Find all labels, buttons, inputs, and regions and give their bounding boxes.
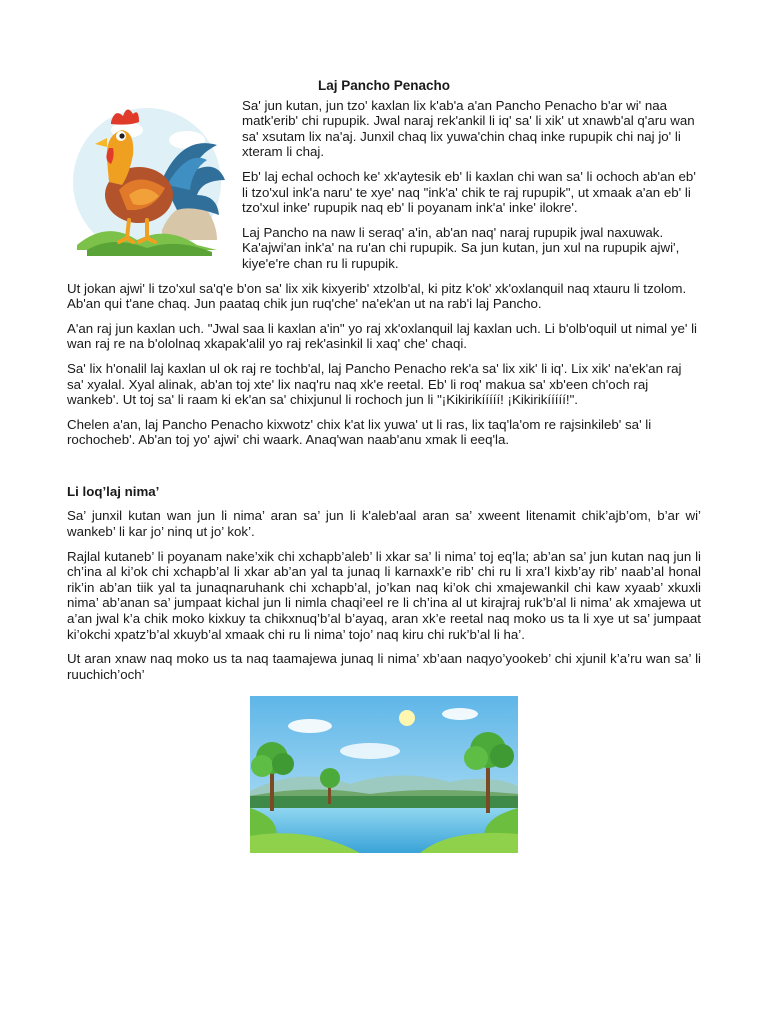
lake-illustration-container (67, 696, 701, 857)
story1-paragraph: Sa' jun kutan, jun tzo' kaxlan lix k'ab'a a'an Pancho Penacho b'ar wi' naa matk'erib' chi rupupik. Jwal naraj rek'ankil li iq' sa' li xik' ut xnawb'al q'aru wan sa' xsutam lix na'aj. Junxil chaq lix yuwa'chin chaq inke rupupik chi naj jo' li xteram li chaj. (242, 97, 695, 160)
story1-paragraph: Eb' laj echal ochoch ke' xk'aytesik eb' li kaxlan chi wan sa' li ochoch ab'an eb' li tzo'xul ink'a naru' te xye' naq "ink'a' chik te raj rupupik", ut xmaak a'an eb' li tzo'xul inke' rupupik naq eb' li poyanam ink'a' inke' ilokre'. (242, 168, 696, 216)
story1-paragraph: Ut jokan ajwi' li tzo'xul sa'q'e b'on sa' lix xik kixyerib' xtzolb'al, ki pitz k'ok' xk'oxlanquil naq xtauru li tzolom. Ab'an qui t'ane chaq. Jun paataq chik jun ruq'che' na'ek'an ut na rab'i laj Pancho. (67, 280, 687, 312)
story1-paragraph: A'an raj jun kaxlan uch. "Jwal saa li kaxlan a'in" yo raj xk'oxlanquil laj kaxlan uch. Li b'olb'oquil ut nimal ye' li wan raj re na b'ololnaq xkapak'alil yo raj rek'asinkil li xaq' che' chaqi. (67, 320, 698, 352)
lake-landscape-illustration (250, 696, 518, 853)
story1-paragraph: Laj Pancho na naw li seraq' a'in, ab'an naq' naraj rupupik jwal naxuwak. Ka'ajwi'an ink'a' na ru'an chi rupupik. Sa jun kutan, jun xul na rupupik ajwi', kiye'e're chan ru li rupupik. (242, 224, 680, 271)
document-page (67, 78, 701, 857)
story1-paragraph: Sa' lix h'onalil laj kaxlan ul ok raj re tochb'al, laj Pancho Penacho rek'a sa' lix xik' li iq'. Lix xik' na'ek'an raj sa' xyalal. Xyal alinak, ab'an toj xte' lix naq'ru naq xk'e reetal. Eb' li roq' makua sa' xb'een ch'och raj wankeb'. Ut toj sa' li raam ki ek'an sa' chixjunul li rochoch jun li "¡Kikirikííííí! ¡Kikirikííííí!". (67, 360, 682, 408)
story2-heading: Li loq’laj nima’ (67, 483, 160, 499)
rooster-illustration (67, 100, 230, 256)
story1-paragraph: Chelen a'an, laj Pancho Penacho kixwotz' chix k'at lix yuwa' ut li ras, lix taq'la'om re rajsinkileb' sa' li rochocheb'. Ab'an toj yo' ajwi' chi waark. Anaq'wan naab'anu xmak li eeq'la. (67, 416, 652, 448)
story2-paragraph: Ut aran xnaw naq moko us ta naq taamajewa junaq li nima’ xb’aan naqyo’yookeb’ chi xjunil k’a’ru wan sa’ li ruuchich’och’ (67, 651, 701, 682)
story2-paragraph: Rajlal kutaneb’ li poyanam nake’xik chi xchapb’aleb’ li xkar sa’ li nima’ toj eq’la; ab’an sa’ jun kutan naq jun li ch’ina al ki’ok chi xchapb’al li xkar ab’an yal ta junaq li karnaxk’e rib’ chi ru li xra’l kixb’ay rib’ naab’al honal rik’in ab’an tiik yal ta junaqnaruhank chi xchapb’al, jo’kan naq ki’ok chi xmajewankil chi kaw xyaab’ xkuxli nima’ ab’anan sa’ jumpaat kichal jun li nimla chaqi’eel re li ch’ina al ut kirajraj ruk’b’al li nima’ ak xmajewa ut a’an jwal k’a chik moko kixkuy ta chikxnuq’b’al b’ayaq, aran xk’e reetal naq moko us ta li xye ut sa’ jumpaat ki’okchi xpatz’b’al xkuyb’al xmaak chi ru li nima’ tojo’ naq kiru chi ruk’b’al li ha’. (67, 548, 701, 642)
story2-paragraph: Sa’ junxil kutan wan jun li nima’ aran sa’ jun li k'aleb'aal aran sa’ xweent litenamit chik’ajb’om, b’ar wi’ wankeb’ li kar jo’ ninq ut jo’ kok’. (67, 508, 701, 540)
story-title: Laj Pancho Penacho (317, 78, 451, 93)
